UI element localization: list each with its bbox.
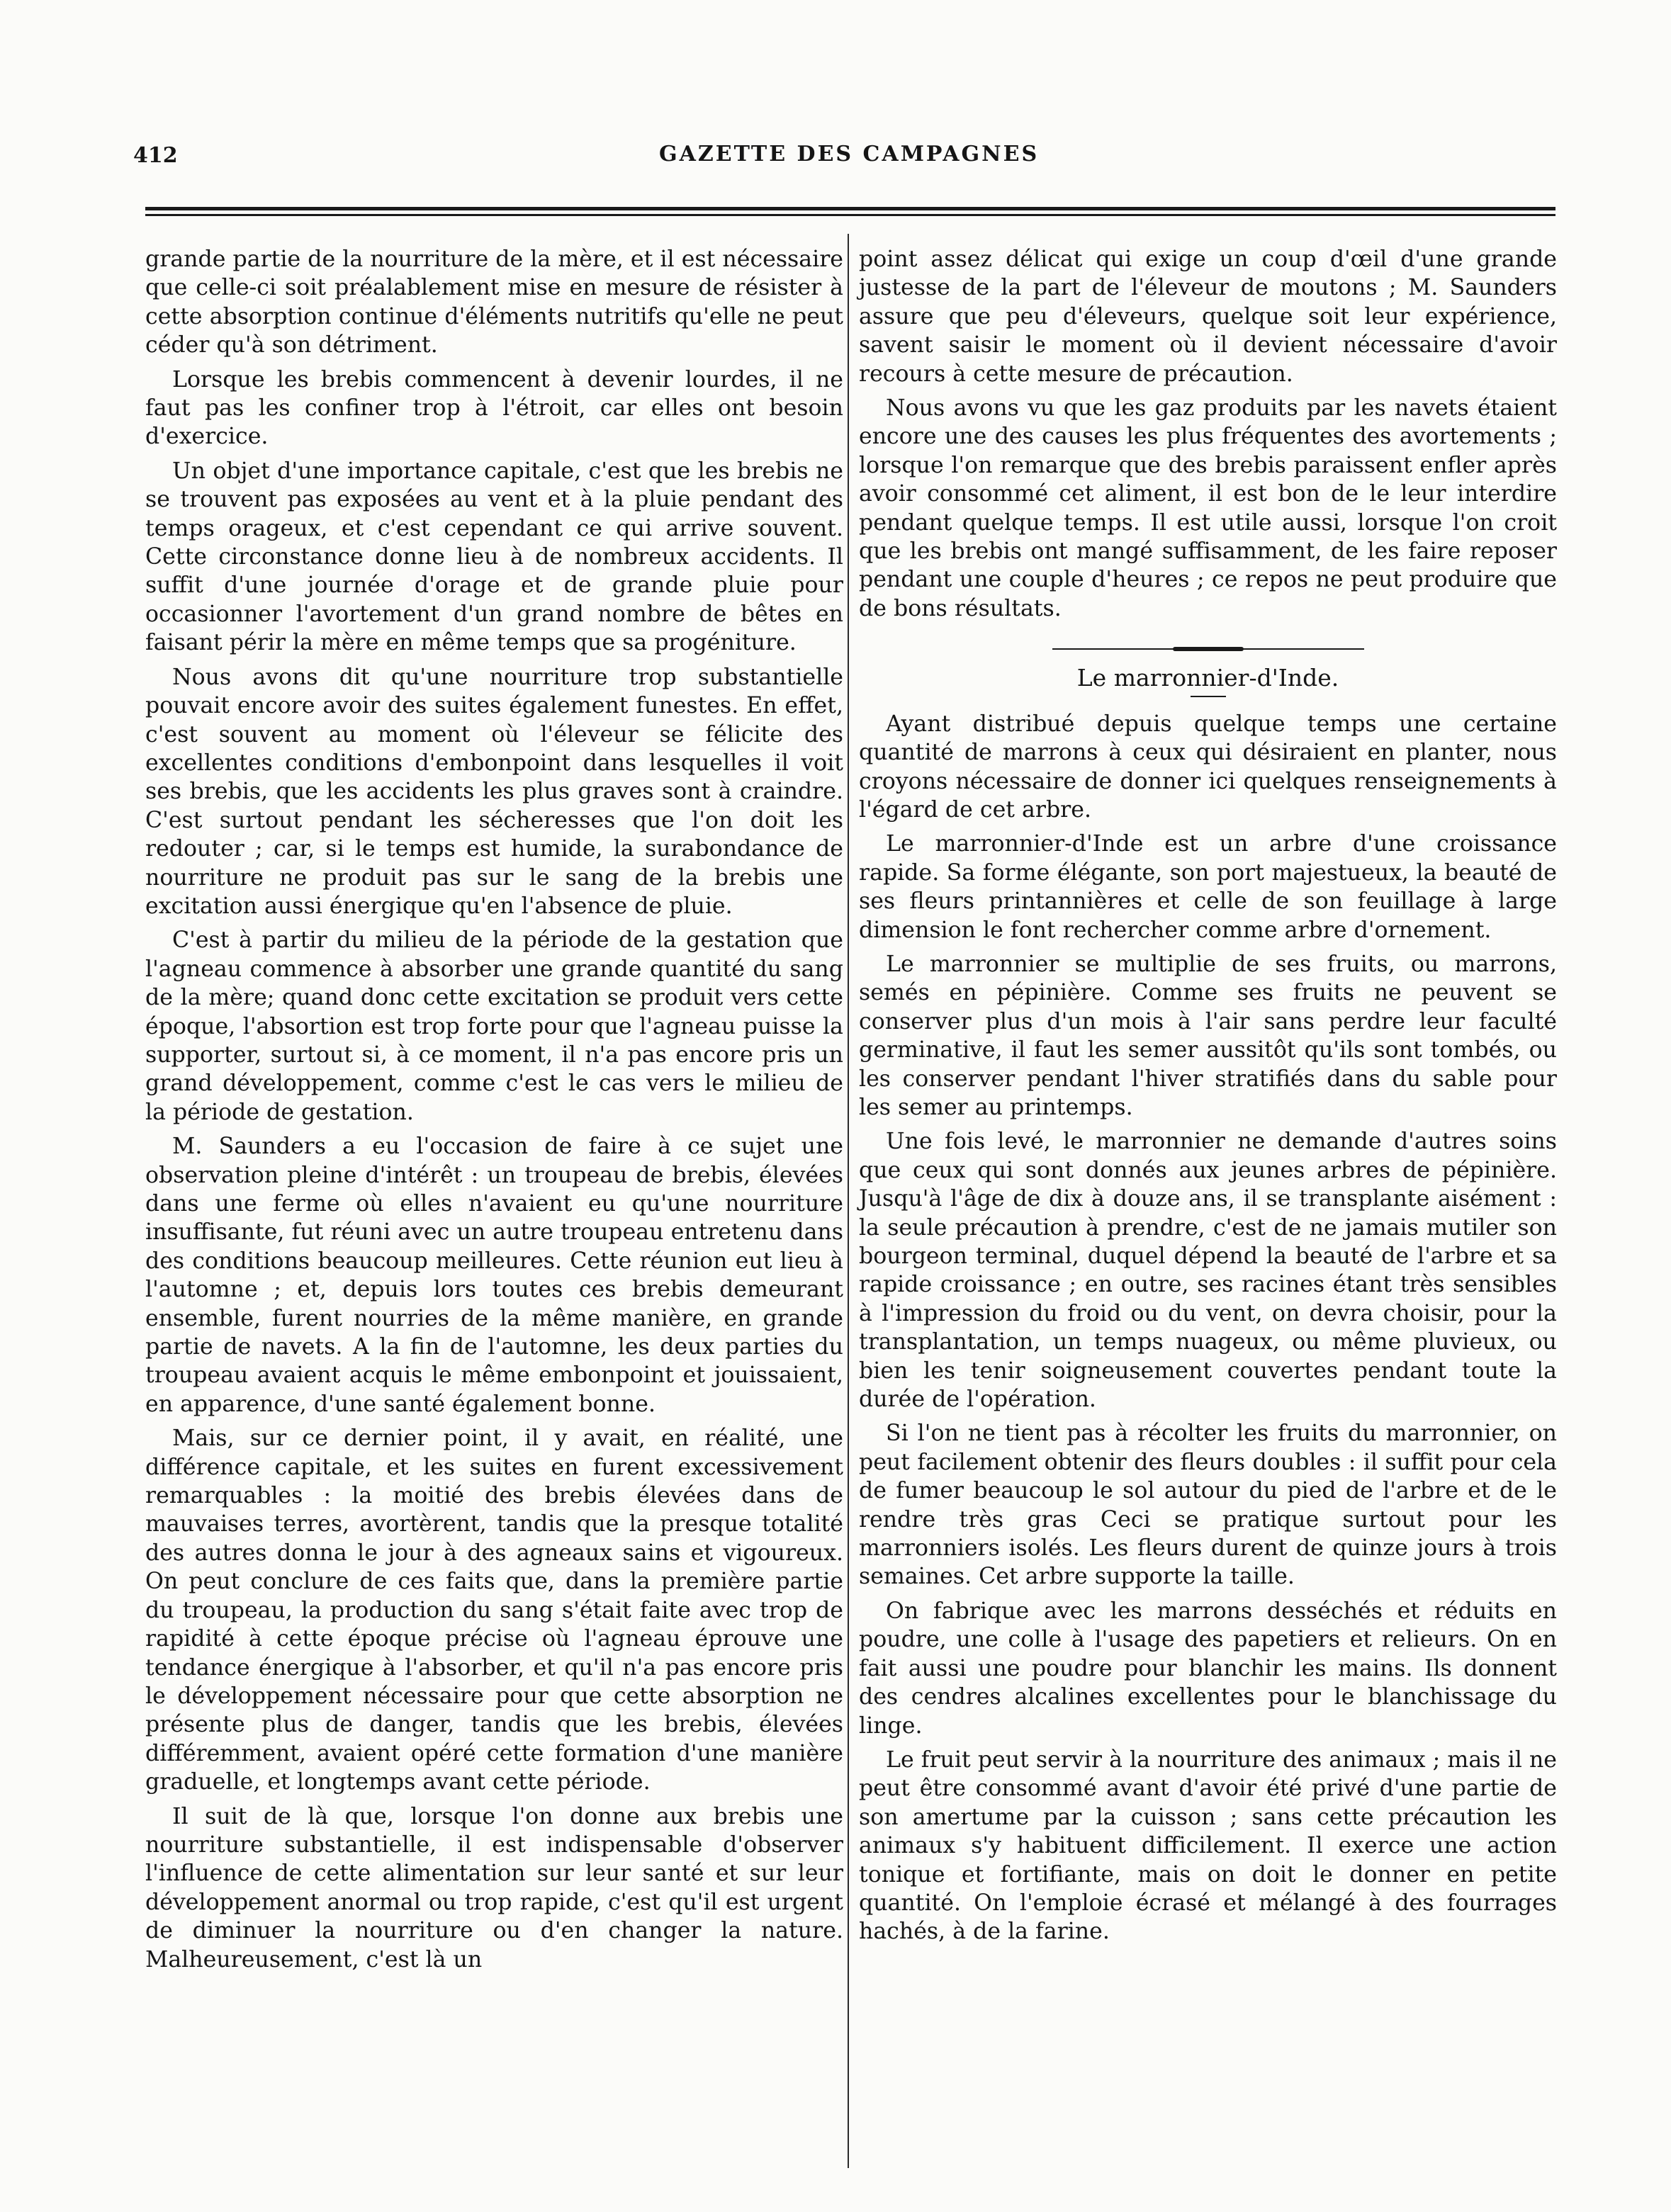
paragraph: Nous avons vu que les gaz produits par les navets étaient encore une des causes les plus fréquentes des avortements ; lorsque l'on remarque que des brebis paraissent enfler après avoir consommé cet aliment, il est bon de le leur interdire pendant quelque temps. Il est utile aussi, lorsque l'on croit que les brebis ont mangé suffisamment, de les faire reposer pendant une couple d'heures ; ce repos ne peut produire que de bons résultats.	[859, 395, 1557, 621]
header-rule-top	[145, 207, 1555, 210]
paragraph: Le fruit peut servir à la nourriture des animaux ; mais il ne peut être consommé avant d'avoir été privé d'une partie de son amertume par la cuisson ; sans cette précaution les animaux s'y habituent difficilement. Il exerce une action tonique et fortifiante, mais on doit le donner en petite quantité. On l'emploie écrasé et mélangé à des fourrages hachés, à de la farine.	[859, 1747, 1557, 1945]
paragraph: Le marronnier-d'Inde est un arbre d'une croissance rapide. Sa forme élégante, son port majestueux, la beauté de ses fleurs printannières et celle de son feuillage à large dimension le font rechercher comme arbre d'ornement.	[859, 831, 1557, 943]
right-column	[859, 245, 1557, 1952]
header-rule-bottom	[145, 214, 1555, 216]
paragraph: M. Saunders a eu l'occasion de faire à ce sujet une observation pleine d'intérêt : un troupeau de brebis, élevées dans une ferme où elles n'avaient eu qu'une nourriture insuffisante, fut réuni avec un autre troupeau entretenu dans des conditions beaucoup meilleures. Cette réunion eut lieu à l'automne ; et, depuis lors toutes ces brebis demeurant ensemble, furent nourries de la même manière, en grande partie de navets. A la fin de l'automne, les deux parties du troupeau avaient acquis le même embonpoint et jouissaient, en apparence, d'une santé également bonne.	[145, 1134, 843, 1417]
paragraph: Si l'on ne tient pas à récolter les fruits du marronnier, on peut facilement obtenir des fleurs doubles : il suffit pour cela de fumer beaucoup le sol autour du pied de l'arbre et de le rendre très gras Ceci se pratique surtout pour les marronniers isolés. Les fleurs durent de quinze jours à trois semaines. Cet arbre supporte la taille.	[859, 1421, 1557, 1590]
paragraph: grande partie de la nourriture de la mère, et il est nécessaire que celle-ci soit préalablement mise en mesure de résister à cette absorption continue d'éléments nutritifs qu'elle ne peut céder qu'à son détriment.	[145, 247, 843, 359]
paragraph: Ayant distribué depuis quelque temps une certaine quantité de marrons à ceux qui désiraient en planter, nous croyons nécessaire de donner ici quelques renseignements à l'égard de cet arbre.	[859, 711, 1557, 823]
paragraph: Le marronnier se multiplie de ses fruits, ou marrons, semés en pépinière. Comme ses fruits ne peuvent se conserver plus d'un mois à l'air sans perdre leur faculté germinative, il faut les semer aussitôt qu'ils sont tombés, ou les conserver pendant l'hiver stratifiés dans du sable pour les semer au printemps.	[859, 951, 1557, 1120]
paragraph: Un objet d'une importance capitale, c'est que les brebis ne se trouvent pas exposées au vent et à la pluie pendant des temps orageux, et c'est cependant ce qui arrive souvent. Cette circonstance donne lieu à de nombreux accidents. Il suffit d'une journée d'orage et de grande pluie pour occasionner l'avortement d'un grand nombre de bêtes en faisant périr la mère en même temps que sa progéniture.	[145, 458, 843, 656]
paragraph: point assez délicat qui exige un coup d'œil d'une grande justesse de la part de l'éleveur de moutons ; M. Saunders assure que peu d'éleveurs, quelque soit leur expérience, savent saisir le moment où il devient nécessaire d'avoir recours à cette mesure de précaution.	[859, 247, 1557, 387]
paragraph: Mais, sur ce dernier point, il y avait, en réalité, une différence capitale, et les suites en furent excessivement remarquables : la moitié des brebis élevées dans de mauvaises terres, avortèrent, tandis que la presque totalité des autres donna le jour à des agneaux sains et vigoureux. On peut conclure de ces faits que, dans la première partie du troupeau, la production du sang s'était faite avec trop de rapidité à cette époque précise où l'agneau éprouve une tendance énergique à l'absorber, et qu'il n'a pas encore pris le développement nécessaire pour que cette absorption ne présente plus de danger, tandis que les brebis, élevées différemment, avaient opéré cette formation d'une manière graduelle, et longtemps avant cette période.	[145, 1426, 843, 1795]
paragraph: On fabrique avec les marrons desséchés et réduits en poudre, une colle à l'usage des papetiers et relieurs. On en fait aussi une poudre pour blanchir les mains. Ils donnent des cendres alcalines excellentes pour le blanchissage du linge.	[859, 1598, 1557, 1739]
paragraph: Lorsque les brebis commencent à devenir lourdes, il ne faut pas les confiner trop à l'étroit, car elles ont besoin d'exercice.	[145, 366, 843, 450]
paragraph: C'est à partir du milieu de la période de la gestation que l'agneau commence à absorber une grande quantité du sang de la mère; quand donc cette excitation se produit vers cette époque, l'absortion est trop forte pour que l'agneau puisse la supporter, surtout si, à ce moment, il n'a pas encore pris un grand développement, comme c'est le cas vers le milieu de la période de gestation.	[145, 927, 843, 1125]
section-separator	[1052, 647, 1364, 651]
left-column	[145, 245, 843, 1980]
page-number: 412	[133, 143, 178, 168]
paragraph: Nous avons dit qu'une nourriture trop substantielle pouvait encore avoir des suites également funestes. En effet, c'est souvent au moment où l'éleveur se félicite des excellentes conditions d'embonpoint dans lesquelles il voit ses brebis, que les accidents les plus graves sont à craindre. C'est surtout pendant les sécheresses que l'on doit les redouter ; car, si le temps est humide, la surabondance de nourriture ne produit pas sur le sang de la brebis une excitation aussi énergique qu'en l'absence de pluie.	[145, 664, 843, 919]
paragraph: Il suit de là que, lorsque l'on donne aux brebis une nourriture substantielle, il est indispensable d'observer l'influence de cette alimentation sur leur santé et sur leur développement anormal ou trop rapide, c'est qu'il est urgent de diminuer la nourriture ou d'en changer la nature. Malheureusement, c'est là un	[145, 1803, 843, 1973]
section-title: Le marronnier-d'Inde.	[1076, 664, 1339, 692]
running-title: GAZETTE DES CAMPAGNES	[659, 142, 1040, 167]
paragraph: Une fois levé, le marronnier ne demande d'autres soins que ceux qui sont donnés aux jeunes arbres de pépinière. Jusqu'à l'âge de dix à douze ans, il se transplante aisément : la seule précaution à prendre, c'est de ne jamais mutiler son bourgeon terminal, duquel dépend la beauté de l'arbre et sa rapide croissance ; en outre, ses racines étant très sensibles à l'impression du froid ou du vent, on devra choisir, pour la transplantation, un temps nuageux, ou même pluvieux, ou bien les tenir soigneusement couvertes pendant toute la durée de l'opération.	[859, 1129, 1557, 1413]
title-underline	[1191, 696, 1226, 697]
column-divider	[848, 234, 849, 2168]
